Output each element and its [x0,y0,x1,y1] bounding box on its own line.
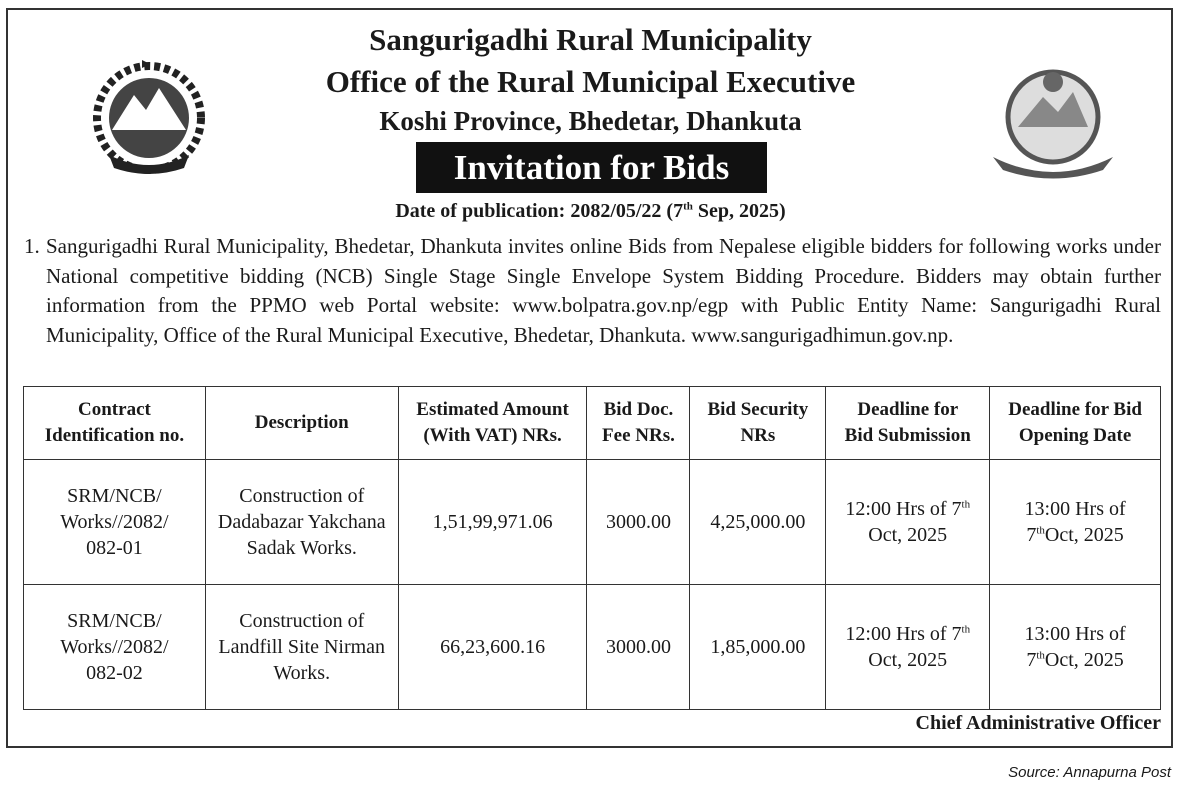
description-cell [205,460,398,585]
cell-line: Construction of [239,485,365,507]
publication-date: Date of publication: 2082/05/22 (7th Sep, 2025) [395,200,786,222]
cell-line: Works. [273,662,331,684]
amount-cell: 66,23,600.16 [398,585,587,710]
table-row [24,585,1161,710]
cell-line: Opening Date [1018,425,1132,446]
fee-cell: 3000.00 [587,585,690,710]
municipality-name: Sangurigadhi Rural Municipality [369,22,812,57]
security-cell: 1,85,000.00 [690,585,826,710]
security-cell: 4,25,000.00 [690,460,826,585]
office-address: Koshi Province, Bhedetar, Dhankuta [379,106,802,136]
source-credit: Source: Annapurna Post [1008,764,1171,781]
cell-line: 082-01 [86,537,143,559]
opening-date-cell: 13:00 Hrs of 7thOct, 2025 [990,585,1161,710]
cell-line: Works//2082/ [60,636,169,658]
column-header [990,387,1161,460]
table-header-row [24,387,1161,460]
description-cell [205,585,398,710]
submission-deadline-cell: 12:00 Hrs of 7th Oct, 2025 [826,460,990,585]
fee-cell: 3000.00 [587,460,690,585]
cell-line: (With VAT) NRs. [423,425,562,446]
office-name: Office of the Rural Municipal Executive [325,64,856,99]
invitation-paragraph [24,232,1161,350]
signatory: Chief Administrative Officer [915,712,1161,734]
paragraph-text: Sangurigadhi Rural Municipality, Bhedetar, Dhankuta invites online Bids from Nepalese eligible bidders for following works under National competitive bidding (NCB) Single Stage Single Envelope System Bidding Procedure. Bidders may obtain further information from the PPMO web Portal website: www.bolpatra.gov.np/egp with Public Entity Name: Sangurigadhi Rural Municipality, Office of the Rural Municipal Executive, Bhedetar, Dhankuta. www.sangurigadhimun.gov.np. [46,234,1161,347]
paragraph-number: 1. [24,234,40,258]
cell-line: Bid Doc. [603,399,674,420]
cell-line: SRM/NCB/ [67,485,162,507]
column-header [398,387,587,460]
cell-line: Deadline for Bid [1008,399,1142,420]
submission-deadline-cell: 12:00 Hrs of 7th Oct, 2025 [826,585,990,710]
contract-id-cell [24,585,206,710]
column-header [24,387,206,460]
cell-line: SRM/NCB/ [67,610,162,632]
bids-table [23,386,1161,710]
cell-line: Works//2082/ [60,511,169,533]
cell-line: Construction of [239,610,365,632]
cell-line: Deadline for [857,399,959,420]
cell-line: Bid Submission [844,425,971,446]
column-header [690,387,826,460]
cell-line: Sadak Works. [246,537,357,559]
table-row [24,460,1161,585]
cell-line: Dadabazar Yakchana [217,511,386,533]
cell-line: Contract [78,399,151,420]
cell-line: 082-02 [86,662,143,684]
column-header [826,387,990,460]
column-header [587,387,690,460]
cell-line: Landfill Site Nirman [218,636,386,658]
cell-line: Estimated Amount [416,399,569,420]
cell-line: NRs [740,425,776,446]
column-header [205,387,398,460]
cell-line: Description [254,412,349,433]
cell-line: Fee NRs. [602,425,675,446]
amount-cell: 1,51,99,971.06 [398,460,587,585]
cell-line: Identification no. [44,425,185,446]
contract-id-cell [24,460,206,585]
cell-line: Bid Security [707,399,809,420]
notice-title: Invitation for Bids [416,142,767,193]
opening-date-cell: 13:00 Hrs of 7thOct, 2025 [990,460,1161,585]
